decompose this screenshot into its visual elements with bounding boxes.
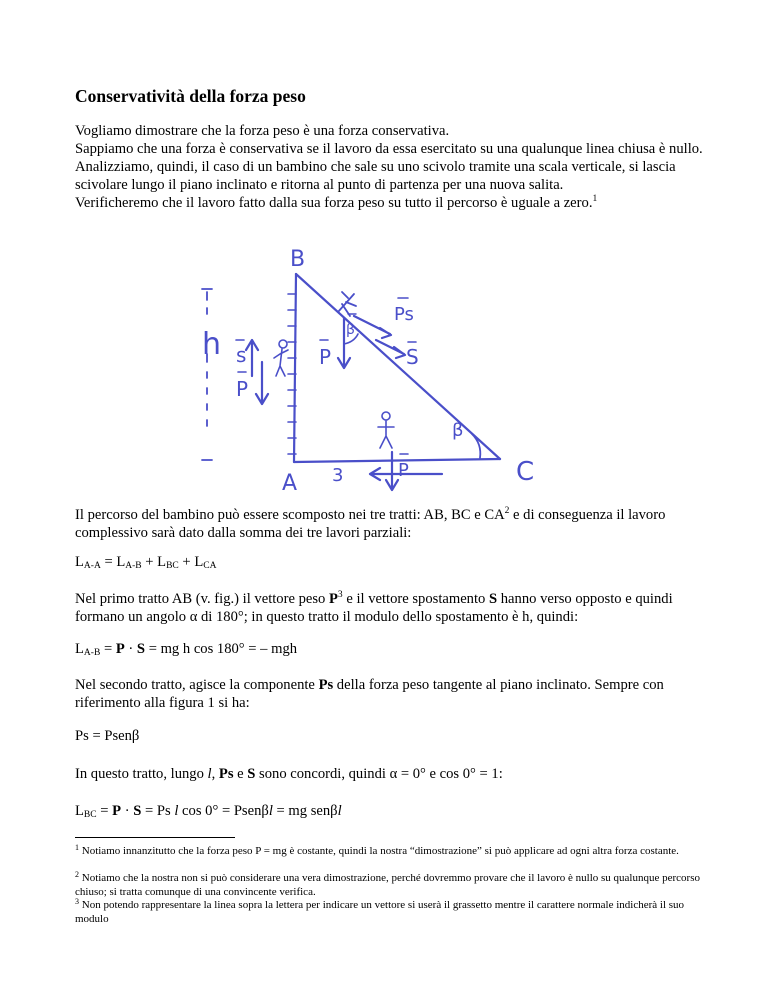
p3-vector-p: P xyxy=(329,591,338,607)
eq4-text-a: = Ps xyxy=(141,803,175,819)
ladder-line xyxy=(294,274,296,462)
second-segment-paragraph xyxy=(75,676,705,712)
eq2-dot: · xyxy=(124,641,137,657)
p4-text-a: Nel secondo tratto, agisce la componente xyxy=(75,677,319,693)
label-beta-c: β xyxy=(452,420,464,441)
label-s-slope: S xyxy=(406,345,419,369)
label-p-left: P xyxy=(236,377,249,401)
label-c: C xyxy=(516,457,535,487)
eq4-l2: l xyxy=(268,803,273,819)
intro-line-4: Verificheremo che il lavoro fatto dalla sua forza peso su tutto il percorso è uguale a zero. xyxy=(75,195,593,211)
label-three: 3 xyxy=(332,465,344,486)
eq1-equals: = xyxy=(100,554,117,570)
footnote-ref-3[interactable]: 3 xyxy=(337,590,343,600)
equation-work-ab xyxy=(75,640,297,658)
label-ps: Ps xyxy=(394,304,414,325)
intro-paragraph xyxy=(75,122,705,212)
eq2-sub: A-B xyxy=(83,648,101,658)
p5-text-b: , xyxy=(211,766,219,782)
footnote-1-mark: 1 xyxy=(75,843,79,852)
eq1-l1: L xyxy=(75,554,84,570)
eq4-vector-p: P xyxy=(112,803,122,819)
eq4-text-b: cos 0° = Psenβ xyxy=(178,803,269,819)
equation-ps: Ps = Psenβ xyxy=(75,728,140,744)
p5-text-c: e xyxy=(233,766,248,782)
eq4-l: L xyxy=(75,803,84,819)
eq2-vector-p: P xyxy=(115,641,125,657)
footnote-3-text: Non potendo rappresentare la linea sopra la lettera per indicare un vettore si userà il grassetto mentre il carattere normale indicherà il suo modulo xyxy=(75,899,685,925)
footnote-2 xyxy=(75,872,715,899)
intro-line-2: Sappiamo che una forza è conservativa se il lavoro da essa esercitato su una qualunque linea chiusa è nullo. xyxy=(75,141,703,157)
ground-line xyxy=(294,459,500,462)
eq4-dot: · xyxy=(121,803,134,819)
equation-total-work xyxy=(75,553,216,571)
eq1-plus1: + xyxy=(141,554,158,570)
eq1-sub2: A-B xyxy=(125,561,142,571)
eq2-l: L xyxy=(75,641,84,657)
page-title: Conservatività della forza peso xyxy=(75,86,306,106)
path-text-a: Il percorso del bambino può essere scomposto nei tre tratti: AB, BC e CA xyxy=(75,507,505,523)
path-text-b: e di conseguenza il lavoro complessivo sarà dato dalla somma dei tre lavori parziali: xyxy=(75,507,666,541)
eq4-vector-s: S xyxy=(133,803,142,819)
label-b: B xyxy=(290,247,306,272)
label-beta-top: β xyxy=(346,322,355,338)
footnote-1-text: Notiamo innanzitutto che la forza peso P = mg è costante, quindi la nostra “dimostrazione” si può applicare ad ogni altra forza costante. xyxy=(79,845,679,857)
eq4-l3: l xyxy=(337,803,342,819)
p5-text-a: In questo tratto, lungo xyxy=(75,766,208,782)
p3-text-b: e il vettore spostamento xyxy=(342,591,489,607)
label-s-up: s xyxy=(236,343,247,367)
label-p-bottom: P xyxy=(398,460,409,481)
p5-vector-s: S xyxy=(247,766,256,782)
eq4-l1: l xyxy=(174,803,179,819)
first-segment-paragraph xyxy=(75,590,705,626)
eq1-sub1: A-A xyxy=(83,561,101,571)
eq1-l3: L xyxy=(157,554,167,570)
footnote-3 xyxy=(75,899,715,926)
slide-diagram xyxy=(182,244,598,496)
p5-length-l: l xyxy=(207,766,212,782)
eq1-sub3: BC xyxy=(166,561,179,571)
p3-vector-s: S xyxy=(488,591,498,607)
label-a: A xyxy=(282,471,298,496)
p3-text-c: hanno verso opposto e quindi formano un angolo α di 180°; in questo tratto il modulo dello spostamento è h, quindi: xyxy=(75,591,673,625)
eq4-text-c: = mg senβ xyxy=(272,803,338,819)
footnote-3-mark: 3 xyxy=(75,897,79,906)
p3-text-a: Nel primo tratto AB (v. fig.) il vettore peso xyxy=(75,591,329,607)
label-p-mid: P xyxy=(319,345,332,369)
eq2-vector-s: S xyxy=(136,641,146,657)
footnote-ref-2[interactable]: 2 xyxy=(504,506,510,516)
path-paragraph xyxy=(75,506,705,542)
footnote-separator xyxy=(75,837,235,838)
footnote-1 xyxy=(75,845,715,859)
eq2-equals: = xyxy=(100,641,116,657)
footnote-2-mark: 2 xyxy=(75,870,79,879)
p5-vector-ps: Ps xyxy=(218,766,234,782)
eq1-l4: L xyxy=(194,554,204,570)
equation-work-bc xyxy=(75,802,342,820)
intro-line-3: Analizziamo, quindi, il caso di un bambino che sale su uno scivolo tramite una scala verticale, si lascia scivolare lungo il piano inclinato e ritorna al punto di partenza per una nuova salita. xyxy=(75,159,676,193)
intro-line-1: Vogliamo dimostrare che la forza peso è una forza conservativa. xyxy=(75,123,450,139)
p4-vector-ps: Ps xyxy=(318,677,334,693)
eq4-equals: = xyxy=(96,803,113,819)
label-h: h xyxy=(202,327,222,362)
eq4-sub: BC xyxy=(83,810,97,820)
eq1-plus2: + xyxy=(178,554,195,570)
eq1-l2: L xyxy=(116,554,126,570)
eq2-rest: = mg h cos 180° = – mgh xyxy=(145,641,298,657)
concordant-paragraph xyxy=(75,765,503,783)
footnote-2-text: Notiamo che la nostra non si può considerare una vera dimostrazione, perché dovremmo provare che il lavoro è nullo su qualunque percorso chiuso; si tratta comunque di una convincente verifica. xyxy=(75,872,700,898)
p5-text-d: sono concordi, quindi α = 0° e cos 0° = 1: xyxy=(255,766,503,782)
p4-text-b: della forza peso tangente al piano inclinato. Sempre con riferimento alla figura 1 si ha: xyxy=(75,677,664,711)
footnote-ref-1[interactable]: 1 xyxy=(592,194,598,204)
eq1-sub4: CA xyxy=(203,561,217,571)
